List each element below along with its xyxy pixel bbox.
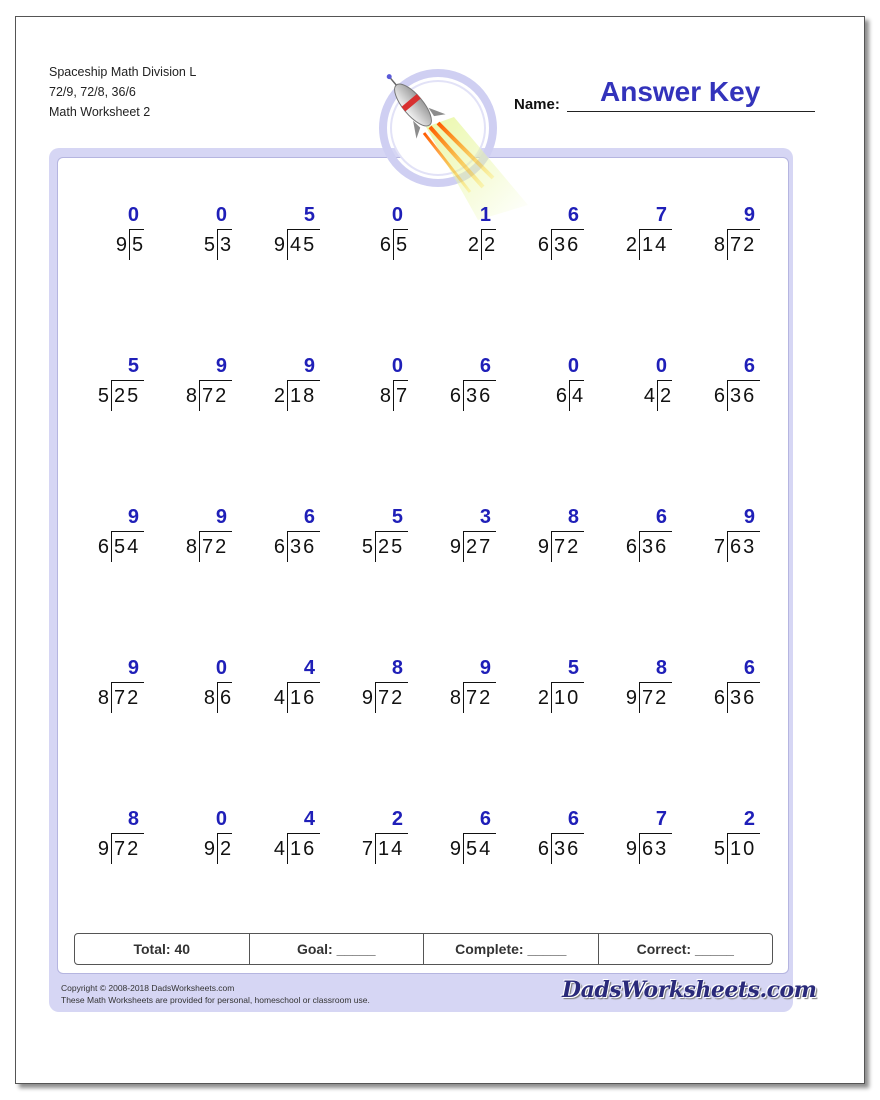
divisor: 6 <box>537 234 549 256</box>
total-cell: Total: 40 <box>75 934 250 964</box>
divisor: 4 <box>273 838 285 860</box>
divisor: 6 <box>97 536 109 558</box>
quotient-answer: 6 <box>567 204 580 226</box>
division-problem <box>68 204 156 270</box>
dividend: 36 <box>554 838 581 860</box>
dividend: 36 <box>730 385 757 407</box>
divisor: 2 <box>625 234 637 256</box>
divisor: 9 <box>449 536 461 558</box>
divisor: 9 <box>361 687 373 709</box>
dividend: 16 <box>290 838 317 860</box>
worksheet-header <box>49 62 196 122</box>
quotient-answer: 0 <box>391 355 404 377</box>
divisor: 8 <box>185 385 197 407</box>
rocket-icon <box>358 55 528 220</box>
dividend: 36 <box>642 536 669 558</box>
division-problem <box>156 808 244 874</box>
dividend: 63 <box>642 838 669 860</box>
quotient-answer: 0 <box>215 204 228 226</box>
division-problem <box>156 506 244 572</box>
division-problem <box>332 657 420 723</box>
divisor: 2 <box>537 687 549 709</box>
quotient-answer: 9 <box>215 355 228 377</box>
division-problem <box>508 506 596 572</box>
brand-logo[interactable]: DadsWorksheets.com <box>562 977 817 1003</box>
division-problem <box>420 808 508 874</box>
divisor: 2 <box>273 385 285 407</box>
divisor: 5 <box>97 385 109 407</box>
quotient-answer: 2 <box>743 808 756 830</box>
dividend: 72 <box>642 687 669 709</box>
quotient-answer: 7 <box>655 808 668 830</box>
divisor: 9 <box>625 838 637 860</box>
division-problem <box>596 808 684 874</box>
correct-cell[interactable]: Correct: _____ <box>636 941 734 957</box>
answer-key-label: Answer Key <box>600 76 761 107</box>
quotient-answer: 3 <box>479 506 492 528</box>
dividend: 25 <box>378 536 405 558</box>
quotient-answer: 0 <box>655 355 668 377</box>
quotient-answer: 6 <box>655 506 668 528</box>
division-problem <box>596 204 684 270</box>
copyright-text: Copyright © 2008-2018 DadsWorksheets.com <box>61 983 235 993</box>
dividend: 16 <box>290 687 317 709</box>
dividend: 36 <box>730 687 757 709</box>
divisor: 5 <box>203 234 215 256</box>
quotient-answer: 5 <box>391 506 404 528</box>
dividend: 4 <box>572 385 586 407</box>
dividend: 14 <box>378 838 405 860</box>
quotient-answer: 0 <box>215 808 228 830</box>
quotient-answer: 8 <box>655 657 668 679</box>
division-problem <box>244 204 332 270</box>
divisor: 9 <box>203 838 215 860</box>
division-problem <box>596 355 684 421</box>
division-problem <box>332 506 420 572</box>
dividend: 2 <box>484 234 498 256</box>
quotient-answer: 0 <box>215 657 228 679</box>
divisor: 2 <box>467 234 479 256</box>
division-problem <box>420 657 508 723</box>
dividend: 72 <box>114 838 141 860</box>
worksheet-facts: 72/9, 72/8, 36/6 <box>49 85 136 99</box>
dividend: 72 <box>202 385 229 407</box>
division-problem <box>68 506 156 572</box>
quotient-answer: 5 <box>567 657 580 679</box>
quotient-answer: 9 <box>127 506 140 528</box>
dividend: 63 <box>730 536 757 558</box>
dividend: 27 <box>466 536 493 558</box>
quotient-answer: 9 <box>215 506 228 528</box>
dividend: 45 <box>290 234 317 256</box>
divisor: 9 <box>537 536 549 558</box>
dividend: 36 <box>290 536 317 558</box>
division-problem <box>596 657 684 723</box>
footer-copyright <box>61 982 370 1006</box>
dividend: 72 <box>202 536 229 558</box>
quotient-answer: 9 <box>303 355 316 377</box>
divisor: 6 <box>273 536 285 558</box>
dividend: 3 <box>220 234 234 256</box>
quotient-answer: 4 <box>303 808 316 830</box>
quotient-answer: 0 <box>391 204 404 226</box>
division-problem <box>420 204 508 270</box>
quotient-answer: 6 <box>479 355 492 377</box>
division-problem <box>508 808 596 874</box>
division-problem <box>684 355 772 421</box>
divisor: 8 <box>203 687 215 709</box>
quotient-answer: 1 <box>479 204 492 226</box>
divisor: 5 <box>361 536 373 558</box>
division-problem <box>68 355 156 421</box>
divisor: 9 <box>115 234 127 256</box>
divisor: 9 <box>449 838 461 860</box>
dividend: 72 <box>466 687 493 709</box>
division-problem <box>508 204 596 270</box>
quotient-answer: 6 <box>743 657 756 679</box>
divisor: 6 <box>379 234 391 256</box>
quotient-answer: 9 <box>127 657 140 679</box>
division-problem <box>244 355 332 421</box>
division-problem <box>244 808 332 874</box>
worksheet-title: Spaceship Math Division L <box>49 65 197 79</box>
quotient-answer: 0 <box>127 204 140 226</box>
dividend: 10 <box>554 687 581 709</box>
division-problem <box>508 355 596 421</box>
divisor: 6 <box>625 536 637 558</box>
quotient-answer: 6 <box>303 506 316 528</box>
quotient-answer: 9 <box>743 204 756 226</box>
divisor: 4 <box>643 385 655 407</box>
dividend: 14 <box>642 234 669 256</box>
division-problem <box>68 808 156 874</box>
divisor: 8 <box>185 536 197 558</box>
dividend: 54 <box>466 838 493 860</box>
dividend: 2 <box>660 385 674 407</box>
divisor: 6 <box>555 385 567 407</box>
divisor: 8 <box>97 687 109 709</box>
quotient-answer: 8 <box>391 657 404 679</box>
divisor: 6 <box>537 838 549 860</box>
worksheet-subtitle: Math Worksheet 2 <box>49 105 151 119</box>
complete-cell[interactable]: Complete: _____ <box>424 934 599 964</box>
dividend: 72 <box>114 687 141 709</box>
divisor: 8 <box>449 687 461 709</box>
dividend: 18 <box>290 385 317 407</box>
divisor: 9 <box>625 687 637 709</box>
dividend: 36 <box>466 385 493 407</box>
usage-notice: These Math Worksheets are provided for personal, homeschool or classroom use. <box>61 995 370 1005</box>
division-problem <box>420 506 508 572</box>
name-field[interactable] <box>567 111 815 112</box>
quotient-answer: 6 <box>479 808 492 830</box>
goal-cell[interactable]: Goal: _____ <box>250 934 425 964</box>
quotient-answer: 4 <box>303 657 316 679</box>
dividend: 5 <box>132 234 146 256</box>
quotient-answer: 8 <box>127 808 140 830</box>
division-problem <box>596 506 684 572</box>
quotient-answer: 5 <box>303 204 316 226</box>
division-problem <box>684 808 772 874</box>
divisor: 7 <box>713 536 725 558</box>
divisor: 6 <box>713 687 725 709</box>
quotient-answer: 9 <box>479 657 492 679</box>
dividend: 54 <box>114 536 141 558</box>
division-problem <box>508 657 596 723</box>
division-problem <box>244 506 332 572</box>
score-bar <box>74 933 773 965</box>
divisor: 9 <box>97 838 109 860</box>
dividend: 72 <box>554 536 581 558</box>
division-problem <box>684 204 772 270</box>
dividend: 6 <box>220 687 234 709</box>
quotient-answer: 5 <box>127 355 140 377</box>
quotient-answer: 9 <box>743 506 756 528</box>
dividend: 5 <box>396 234 410 256</box>
dividend: 25 <box>114 385 141 407</box>
division-problem <box>68 657 156 723</box>
divisor: 5 <box>713 838 725 860</box>
dividend: 72 <box>378 687 405 709</box>
division-problem <box>156 657 244 723</box>
divisor: 8 <box>379 385 391 407</box>
division-problem <box>332 355 420 421</box>
division-problem <box>244 657 332 723</box>
divisor: 7 <box>361 838 373 860</box>
quotient-answer: 6 <box>743 355 756 377</box>
quotient-answer: 6 <box>567 808 580 830</box>
division-problem <box>684 657 772 723</box>
divisor: 9 <box>273 234 285 256</box>
quotient-answer: 2 <box>391 808 404 830</box>
division-problem <box>332 808 420 874</box>
divisor: 6 <box>713 385 725 407</box>
divisor: 6 <box>449 385 461 407</box>
dividend: 10 <box>730 838 757 860</box>
dividend: 7 <box>396 385 410 407</box>
divisor: 4 <box>273 687 285 709</box>
quotient-answer: 0 <box>567 355 580 377</box>
division-problem <box>156 355 244 421</box>
division-problem <box>332 204 420 270</box>
division-problem <box>420 355 508 421</box>
quotient-answer: 7 <box>655 204 668 226</box>
quotient-answer: 8 <box>567 506 580 528</box>
dividend: 36 <box>554 234 581 256</box>
divisor: 8 <box>713 234 725 256</box>
division-problem <box>684 506 772 572</box>
dividend: 2 <box>220 838 234 860</box>
name-label: Name: <box>514 96 560 113</box>
dividend: 72 <box>730 234 757 256</box>
division-problem <box>156 204 244 270</box>
